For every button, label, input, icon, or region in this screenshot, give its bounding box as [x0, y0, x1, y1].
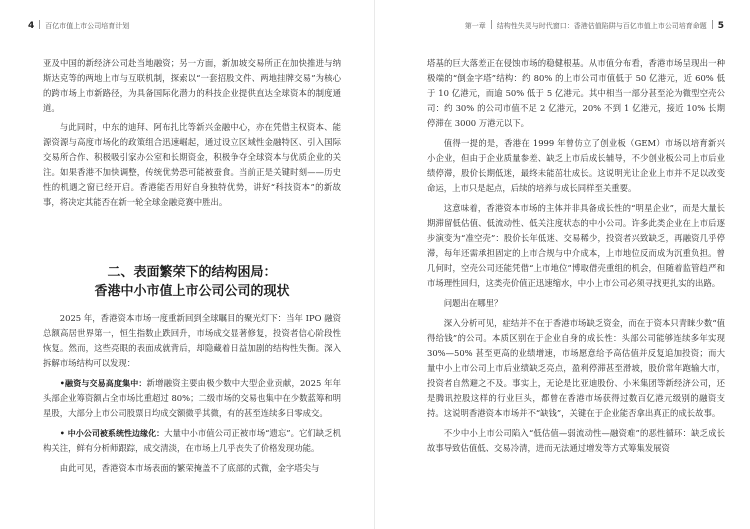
right-page [375, 0, 750, 529]
left-page-header [28, 20, 129, 31]
paragraph: 这意味着，香港资本市场的主体并非具备成长性的“明星企业”，而是大量长期滞留低估值、低流动性、低关注度状态的中小公司。许多此类企业在上市后逐步演变为“准空壳”：股价长年低迷、交易稀少，投资者兴致缺乏，再融资几乎停滞，每年还需承担固定的上市合规与中介成本，上市地位反而成为沉重负担。曾几何时，空壳公司还能凭借“上市地位”博取借壳重组的机会，但随着监管趋严和市场理性回归，这类壳价值正迅速缩水，中小上市公司必须寻找更扎实的出路。 [427, 203, 725, 288]
paragraph: 由此可见，香港资本市场表面的繁荣掩盖不了底部的式微，金字塔尖与 [59, 463, 320, 473]
bullet-title: •融资与交易高度集中： [59, 379, 147, 388]
paragraph: 值得一提的是，香港在 1999 年曾仿立了创业板（GEM）市场以培育新兴小企业，但由于企业质量参差、缺乏上市后成长辅导，不少创业板公司上市后业绩停滞，股价长期低迷，最终未能茁壮成长。这说明光让企业上市并不足以改变命运，上市只是起点，后续的培养与成长同样至关重要。 [427, 138, 725, 193]
header-divider [491, 20, 492, 29]
chapter-label: 第一章 [464, 22, 486, 30]
section-heading-line1: 二、表面繁荣下的结构困局： [107, 265, 277, 280]
header-divider [712, 20, 713, 29]
paragraph: 塔基的巨大落差正在侵蚀市场的稳健根基。从市值分布看，香港市场呈现出一种极端的“倒金字塔”结构：约 80% 的上市公司市值低于 50 亿港元，近 60% 低于 10 亿港元，而逾 50% 低于 5 亿港元。其中相当一部分甚至沦为微型空壳公司：约 30% 的公司市值不足 2 亿港元，20% 不到 1 亿港元，接近 10% 长期停滞在 3000 万港元以下。 [427, 58, 725, 128]
page-number: 4 [28, 21, 35, 31]
section-heading [43, 263, 341, 301]
right-text [427, 56, 725, 456]
bullet-text: 大量中小市值公司正被市场“遗忘”。它们缺乏机构关注，鲜有分析师跟踪，成交清淡，在市场上几乎丧失了价格发现功能。 [43, 428, 341, 453]
left-bottom-text [43, 311, 341, 476]
paragraph: 深入分析可见，症结并不在于香港市场缺乏资金，而在于资本只青睐少数“值得给钱”的公司。本质区别在于企业自身的成长性：头部公司能够连续多年实现 30%—50% 甚至更高的业绩增速，市场愿意给予高估值并反复追加投资；而大量中小上市公司上市后业绩缺乏亮点，盈利停滞甚至滑坡，股价常年跑输大市，投资者自然避之不及。事实上，无论是比亚迪股份、小米集团等新经济公司，还是腾讯控股这样的行业巨头，都曾在香港市场获得过数百亿港元级别的融资支持。这说明香港资本市场并不“缺钱”，关键在于企业能否拿出真正的成长故事。 [427, 318, 725, 418]
left-top-text [43, 56, 341, 210]
paragraph: 问题出在哪里？ [443, 298, 503, 308]
section-heading-line2: 香港中小市值上市公司公司的现状 [94, 284, 290, 299]
book-title: 百亿市值上市公司培育计划 [45, 22, 130, 30]
bullet-title: • 中小公司被系统性边缘化： [59, 429, 165, 438]
paragraph: 与此同时，中东的迪拜、阿布扎比等新兴金融中心，亦在凭借主权资本、能源资源与高度市场化的政策组合迅速崛起，通过设立区域性金融特区、引入国际交易所合作、积极吸引家办公室和长期资金，积极争夺全球资本与优质企业的关注。如果香港不加快调整，传统优势恐可能被蚕食。当前正是关键时刻——历史性的机遇之窗已经开启。香港能否用好自身独特优势，讲好“科技资本”的新故事，将决定其能否在新一轮全球金融竞赛中胜出。 [43, 122, 341, 207]
page-number: 5 [717, 21, 724, 31]
bullet-text: 新增融资主要由极少数中大型企业贡献，2025 年年头部企业筹资额占全市场比重超过 80%；二级市场的交易也集中在少数蓝筹和明星股，大部分上市公司股票日均成交额微乎其微，有的甚至连续多日零成交。 [43, 378, 341, 418]
paragraph: 不少中小上市公司陷入“低估值—弱流动性—融资难”的恶性循环：缺乏成长故事导致估值低、交易冷清，进而无法通过增发等方式筹集发展资 [427, 428, 725, 453]
paragraph: 2025 年，香港资本市场一度重新回到全球瞩目的聚光灯下：当年 IPO 融资总额高居世界第一，恒生指数止跌回升，市场成交显著修复，投资者信心阶段性恢复。然而，这些亮眼的表面成就背后，却隐藏着日益加剧的结构性失衡。深入拆解市场结构可以发现： [43, 313, 341, 368]
right-page-header [465, 20, 724, 31]
chapter-title: 结构性失灵与时代窗口：香港估值陷阱与百亿市值上市公司培育命题 [496, 22, 707, 30]
paragraph: 亚及中国的新经济公司赴当地融资；另一方面，新加坡交易所正在加快推进与纳斯达克等的两地上市与互联机制，探索以“一套招股文件、两地挂牌交易”为核心的跨市场上市新路径，为具备国际化潜力的科技企业提供直达全球资本的制度通道。 [43, 58, 341, 113]
header-divider [39, 20, 40, 29]
bullet-item [43, 426, 341, 456]
bullet-item [43, 376, 341, 421]
